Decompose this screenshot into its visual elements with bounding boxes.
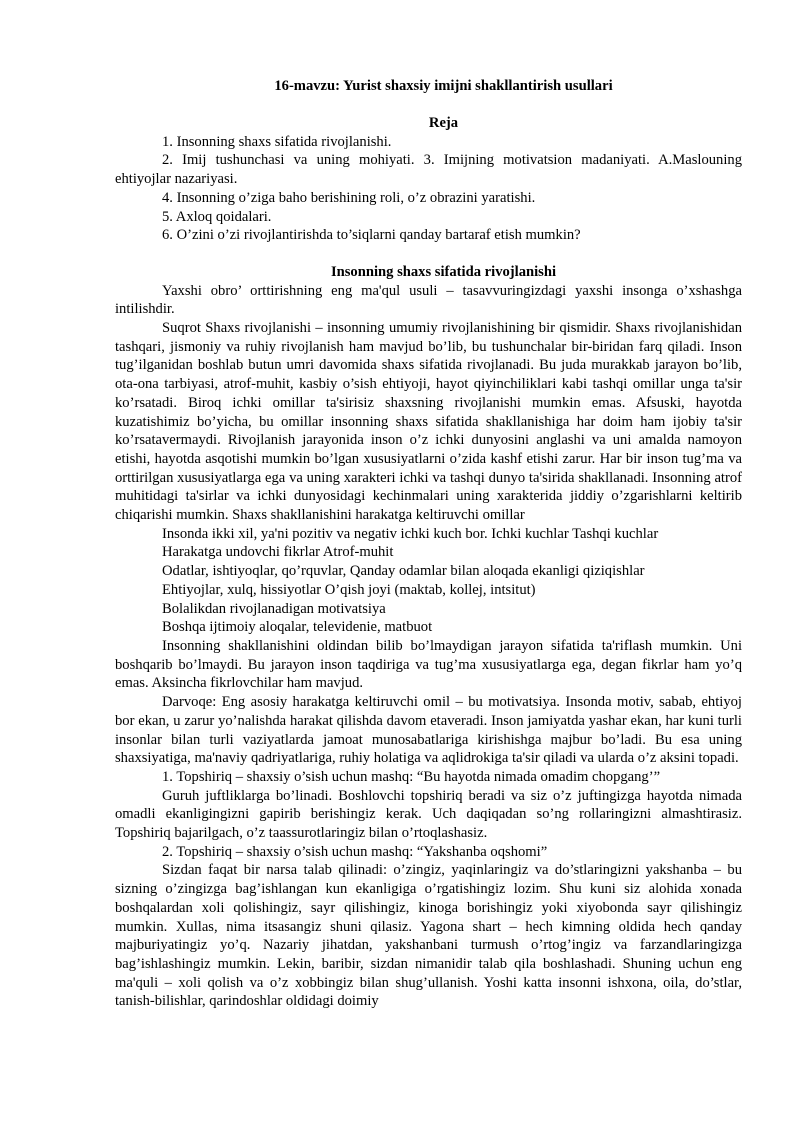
paragraph: Yaxshi obro’ orttirishning eng ma'qul usuli – tasavvuringizdagi yaxshi insonga o’xshashga intilishdir.	[115, 282, 742, 318]
plan-item: 4. Insonning o’ziga baho berishining roli, o’z obrazini yaratishi.	[162, 189, 536, 206]
document-title: 16-mavzu: Yurist shaxsiy imijni shakllantirish usullari	[274, 78, 613, 94]
section-title: Insonning shaxs sifatida rivojlanishi	[330, 263, 557, 280]
plan-item: 5. Axloq qoidalari.	[162, 208, 272, 225]
factor-line: Bolalikdan rivojlanadigan motivatsiya	[162, 600, 386, 617]
plan-heading: Reja	[428, 115, 459, 131]
factor-line: Ehtiyojlar, xulq, hissiyotlar O’qish joyi (maktab, kollej, intsitut)	[162, 581, 536, 598]
plan-item: 2. Imij tushunchasi va uning mohiyati. 3. Imijning motivatsion madaniyati. A.Maslouning ehtiyojlar nazariyasi.	[115, 152, 742, 188]
paragraph: Darvoqe: Eng asosiy harakatga keltiruvchi omil – bu motivatsiya. Insonda motiv, sabab, ehtiyoj bor ekan, u zarur yo’nalishda harakat qilishda davom etaveradi. Inson jamiyatda yashar ekan, har kuni turli insonlar bilan turli vaziyatlarda jamoat munosabatlariga kirishishga majbur bo’ladi. Bu esa uning shaxsiyatiga, ma'naviy qadriyatlariga, ruhiy holatiga va aqlidrokiga ta'sir qiladi va ularda o’z aksini topadi.	[115, 694, 742, 767]
factor-line: Boshqa ijtimoiy aloqalar, televidenie, matbuot	[162, 619, 433, 636]
paragraph: Insonning shakllanishini oldindan bilib bo’lmaydigan jarayon sifatida ta'riflash mumkin. Uni boshqarib bo’lmaydi. Bu jarayon inson taqdiriga va tug’ma xususiyatlarga ega, degan fikrlar ham yo’q emas. Aksincha fikrlovchilar ham mavjud.	[115, 637, 742, 692]
factor-line: Insonda ikki xil, ya'ni pozitiv va negativ ichki kuch bor. Ichki kuchlar Tashqi kuchlar	[162, 525, 659, 542]
plan-item: 6. O’zini o’zi rivojlantirishda to’siqlarni qanday bartaraf etish mumkin?	[162, 227, 581, 244]
factor-line: Odatlar, ishtiyoqlar, qo’rquvlar, Qanday odamlar bilan aloqada ekanligi qiziqishlar	[162, 563, 645, 580]
factor-line: Harakatga undovchi fikrlar Atrof-muhit	[162, 544, 394, 561]
document-page	[115, 77, 742, 1011]
paragraph: Suqrot Shaxs rivojlanishi – insonning umumiy rivojlanishining bir qismidir. Shaxs rivojlanishidan tashqari, jismoniy va ruhiy rivojlanish ham mavjud bo’lib, bu tushunchalar bir-biridan farq qiladi. Inson tug’ilganidan boshlab butun umri davomida shaxs sifatida rivojlanadi. Bu juda murakkab jarayon bo’lib, ota-ona tarbiyasi, atrof-muhit, kasbiy o’sish ehtiyoji, hayot qiyinchiliklari kabi tashqi omillar unga ta'sir ko’rsatadi. Biroq ichki omillar ta'sirisiz shaxsning rivojlanishi mumkin emas. Afsuski, hayotda kuzatishimiz bo’yicha, bu omillar insonning shaxs sifatida shakllanishiga har doim ham ijobiy ta'sir ko’rsatavermaydi. Rivojlanish jarayonida inson o’z ichki dunyosini anglashi va uni amalda namoyon etishi, hayotda asqotishi mumkin bo’lgan xususiyatlarni o’zida kashf etishi zarur. Har bir inson tug’ma va orttirilgan xususiyatlarga ega va uning xarakteri ichki va tashqi dunyo ta'sirida shakllanadi. Insonning atrof muhitidagi ta'sirlar va ichki dunyosidagi kechinmalari uning xarakterida jiddiy o’zgarishlarni keltirib chiqarishi mumkin. Shaxs shakllanishini harakatga keltiruvchi omillar	[115, 320, 742, 524]
paragraph: Guruh juftliklarga bo’linadi. Boshlovchi topshiriq beradi va siz o’z juftingizga hayotda nimada omadli ekanligingizni gapirib berishingiz kerak. Uch daqiqadan so’ng rollaringizni almashtirasiz. Topshiriq bajarilgach, o’z taassurotlaringiz bilan o’rtoqlashasiz.	[115, 787, 742, 842]
task-heading: 1. Topshiriq – shaxsiy o’sish uchun mashq: “Bu hayotda nimada omadim chopgang’”	[162, 768, 661, 785]
plan-item: 1. Insonning shaxs sifatida rivojlanishi.	[162, 133, 392, 150]
paragraph: Sizdan faqat bir narsa talab qilinadi: o’zingiz, yaqinlaringiz va do’stlaringizni yakshanba – bu sizning o’zingizga bag’ishlangan kun ekanligiga o’rgatishingiz lozim. Shu kuni siz alohida xonada boshqalardan xoli qolishingiz, sayr qilishingiz, kinoga borishingiz yoki xiyobonda sayr qilishingiz mumkin. Xullas, nima itsasangiz shuni qilasiz. Yagona shart – hech kimning oldida hech qanday majburiyatingiz yo’q. Nazariy jihatdan, yakshanbani turmush o’rtog’ingiz va farzandlaringizga bag’ishlashingiz mumkin. Lekin, baribir, sizdan nimanidir talab qila boshlashadi. Shuning uchun eng ma'quli – xoli qolish va o’z xobbingiz bilan shug’ullanish. Yoshi katta insonni ishxona, oila, do’stlar, tanish-bilishlar, qarindoshlar oldidagi doimiy	[115, 862, 742, 1010]
task-heading: 2. Topshiriq – shaxsiy o’sish uchun mashq: “Yakshanba oqshomi”	[162, 843, 548, 860]
